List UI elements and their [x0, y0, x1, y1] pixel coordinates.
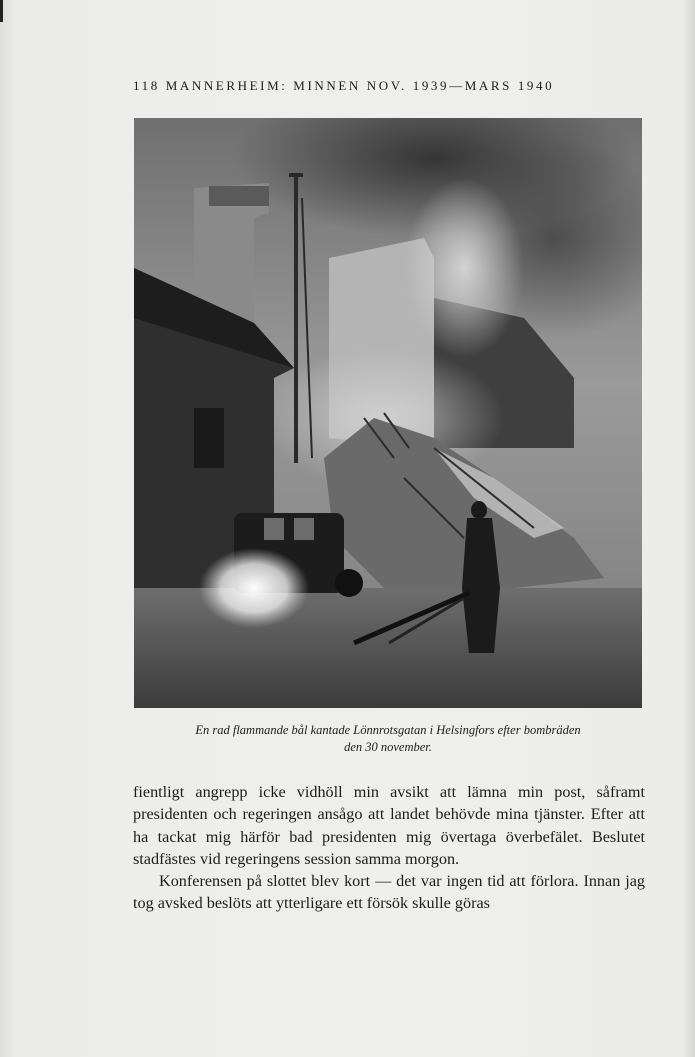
photo-caption: [134, 722, 642, 756]
person-head: [471, 501, 487, 519]
white-smoke: [404, 178, 524, 358]
running-header: [133, 78, 643, 94]
page-number: 118: [133, 78, 160, 93]
left-building-window: [194, 408, 224, 468]
body-text: [133, 781, 645, 915]
running-title: MANNERHEIM: MINNEN NOV. 1939—MARS 1940: [165, 78, 555, 93]
paragraph-2: Konferensen på slottet blev kort — det var ingen tid att förlora. Innan jag tog avsked beslöts att ytterligare ett försök skulle göras: [133, 872, 645, 913]
caption-line-1: En rad flammande bål kantade Lönnrotsgatan i Helsingfors efter bombräden: [195, 723, 581, 737]
burning-building-illustration: [134, 118, 642, 708]
utility-pole: [294, 173, 298, 463]
page-right-edge: [685, 0, 695, 1057]
caption-line-2: den 30 november.: [344, 740, 432, 754]
car-wheel: [335, 569, 363, 597]
war-photograph: [134, 118, 642, 708]
tower-top: [209, 186, 269, 206]
standing-person: [462, 518, 500, 653]
paragraph-1: fientligt angrepp icke vidhöll min avsikt att lämna min post, såframt presidenten och regeringen ansågo att landet behövde mina tjänster. Efter att ha tackat mig härför bad presidenten mig övertaga överbefälet. Beslutet stadfästes vid regeringens session samma morgon.: [133, 783, 645, 868]
car-fire: [199, 548, 309, 628]
page-edge-mark: [0, 0, 3, 22]
